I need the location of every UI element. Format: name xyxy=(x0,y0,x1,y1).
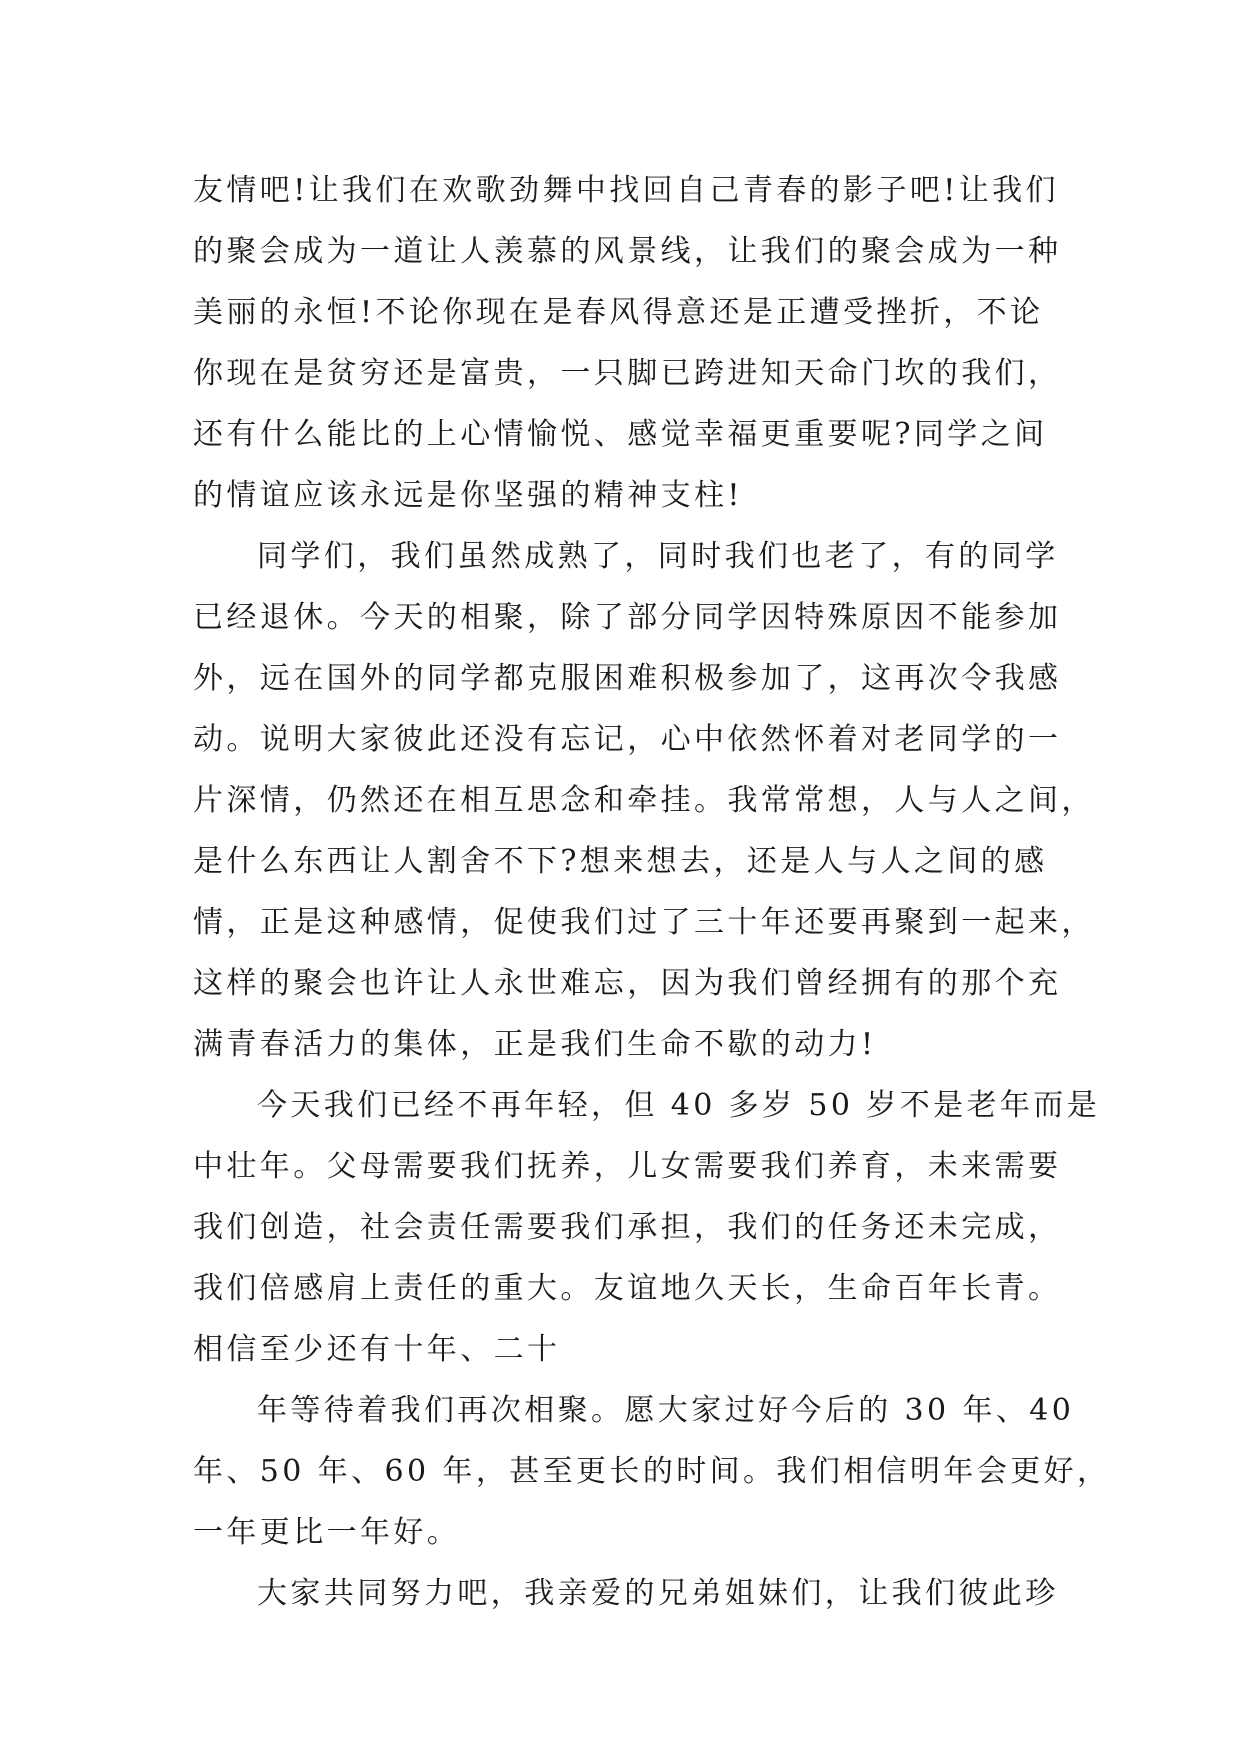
text-line: 一年更比一年好。 xyxy=(193,1515,461,1550)
text-line: 外，远在国外的同学都克服困难积极参加了，这再次令我感 xyxy=(193,661,1062,696)
text-line: 的聚会成为一道让人羡慕的风景线，让我们的聚会成为一种 xyxy=(193,234,1062,269)
text-line: 的情谊应该永远是你坚强的精神支柱! xyxy=(193,478,743,513)
text-line: 美丽的永恒!不论你现在是春风得意还是正遭受挫折，不论 xyxy=(193,295,1044,330)
text-line: 片深情，仍然还在相互思念和牵挂。我常常想，人与人之间， xyxy=(193,783,1095,818)
paragraph-first-line: 大家共同努力吧，我亲爱的兄弟姐妹们，让我们彼此珍 xyxy=(257,1576,1059,1611)
document-body xyxy=(193,160,1111,1624)
text-line: 年、50 年、60 年，甚至更长的时间。我们相信明年会更好， xyxy=(193,1454,1111,1489)
paragraph-first-line: 同学们，我们虽然成熟了，同时我们也老了，有的同学 xyxy=(257,539,1059,574)
text-line: 我们创造，社会责任需要我们承担，我们的任务还未完成， xyxy=(193,1210,1062,1245)
text-line: 我们倍感肩上责任的重大。友谊地久天长，生命百年长青。 xyxy=(193,1271,1062,1306)
text-line: 中壮年。父母需要我们抚养，儿女需要我们养育，未来需要 xyxy=(193,1149,1062,1184)
paragraph-first-line: 年等待着我们再次相聚。愿大家过好今后的 30 年、40 xyxy=(257,1393,1075,1428)
text-line: 还有什么能比的上心情愉悦、感觉幸福更重要呢?同学之间 xyxy=(193,417,1048,452)
text-line: 情，正是这种感情，促使我们过了三十年还要再聚到一起来， xyxy=(193,905,1095,940)
text-line: 动。说明大家彼此还没有忘记，心中依然怀着对老同学的一 xyxy=(193,722,1062,757)
text-line: 是什么东西让人割舍不下?想来想去，还是人与人之间的感 xyxy=(193,844,1048,879)
text-line: 你现在是贫穷还是富贵，一只脚已跨进知天命门坎的我们， xyxy=(193,356,1062,391)
text-line: 满青春活力的集体，正是我们生命不歇的动力! xyxy=(193,1027,877,1062)
text-line: 相信至少还有十年、二十 xyxy=(193,1332,561,1367)
text-line: 这样的聚会也许让人永世难忘，因为我们曾经拥有的那个充 xyxy=(193,966,1062,1001)
text-line: 已经退休。今天的相聚，除了部分同学因特殊原因不能参加 xyxy=(193,600,1062,635)
text-line: 友情吧!让我们在欢歌劲舞中找回自己青春的影子吧!让我们 xyxy=(193,173,1059,208)
paragraph-first-line: 今天我们已经不再年轻，但 40 多岁 50 岁不是老年而是 xyxy=(257,1088,1101,1123)
